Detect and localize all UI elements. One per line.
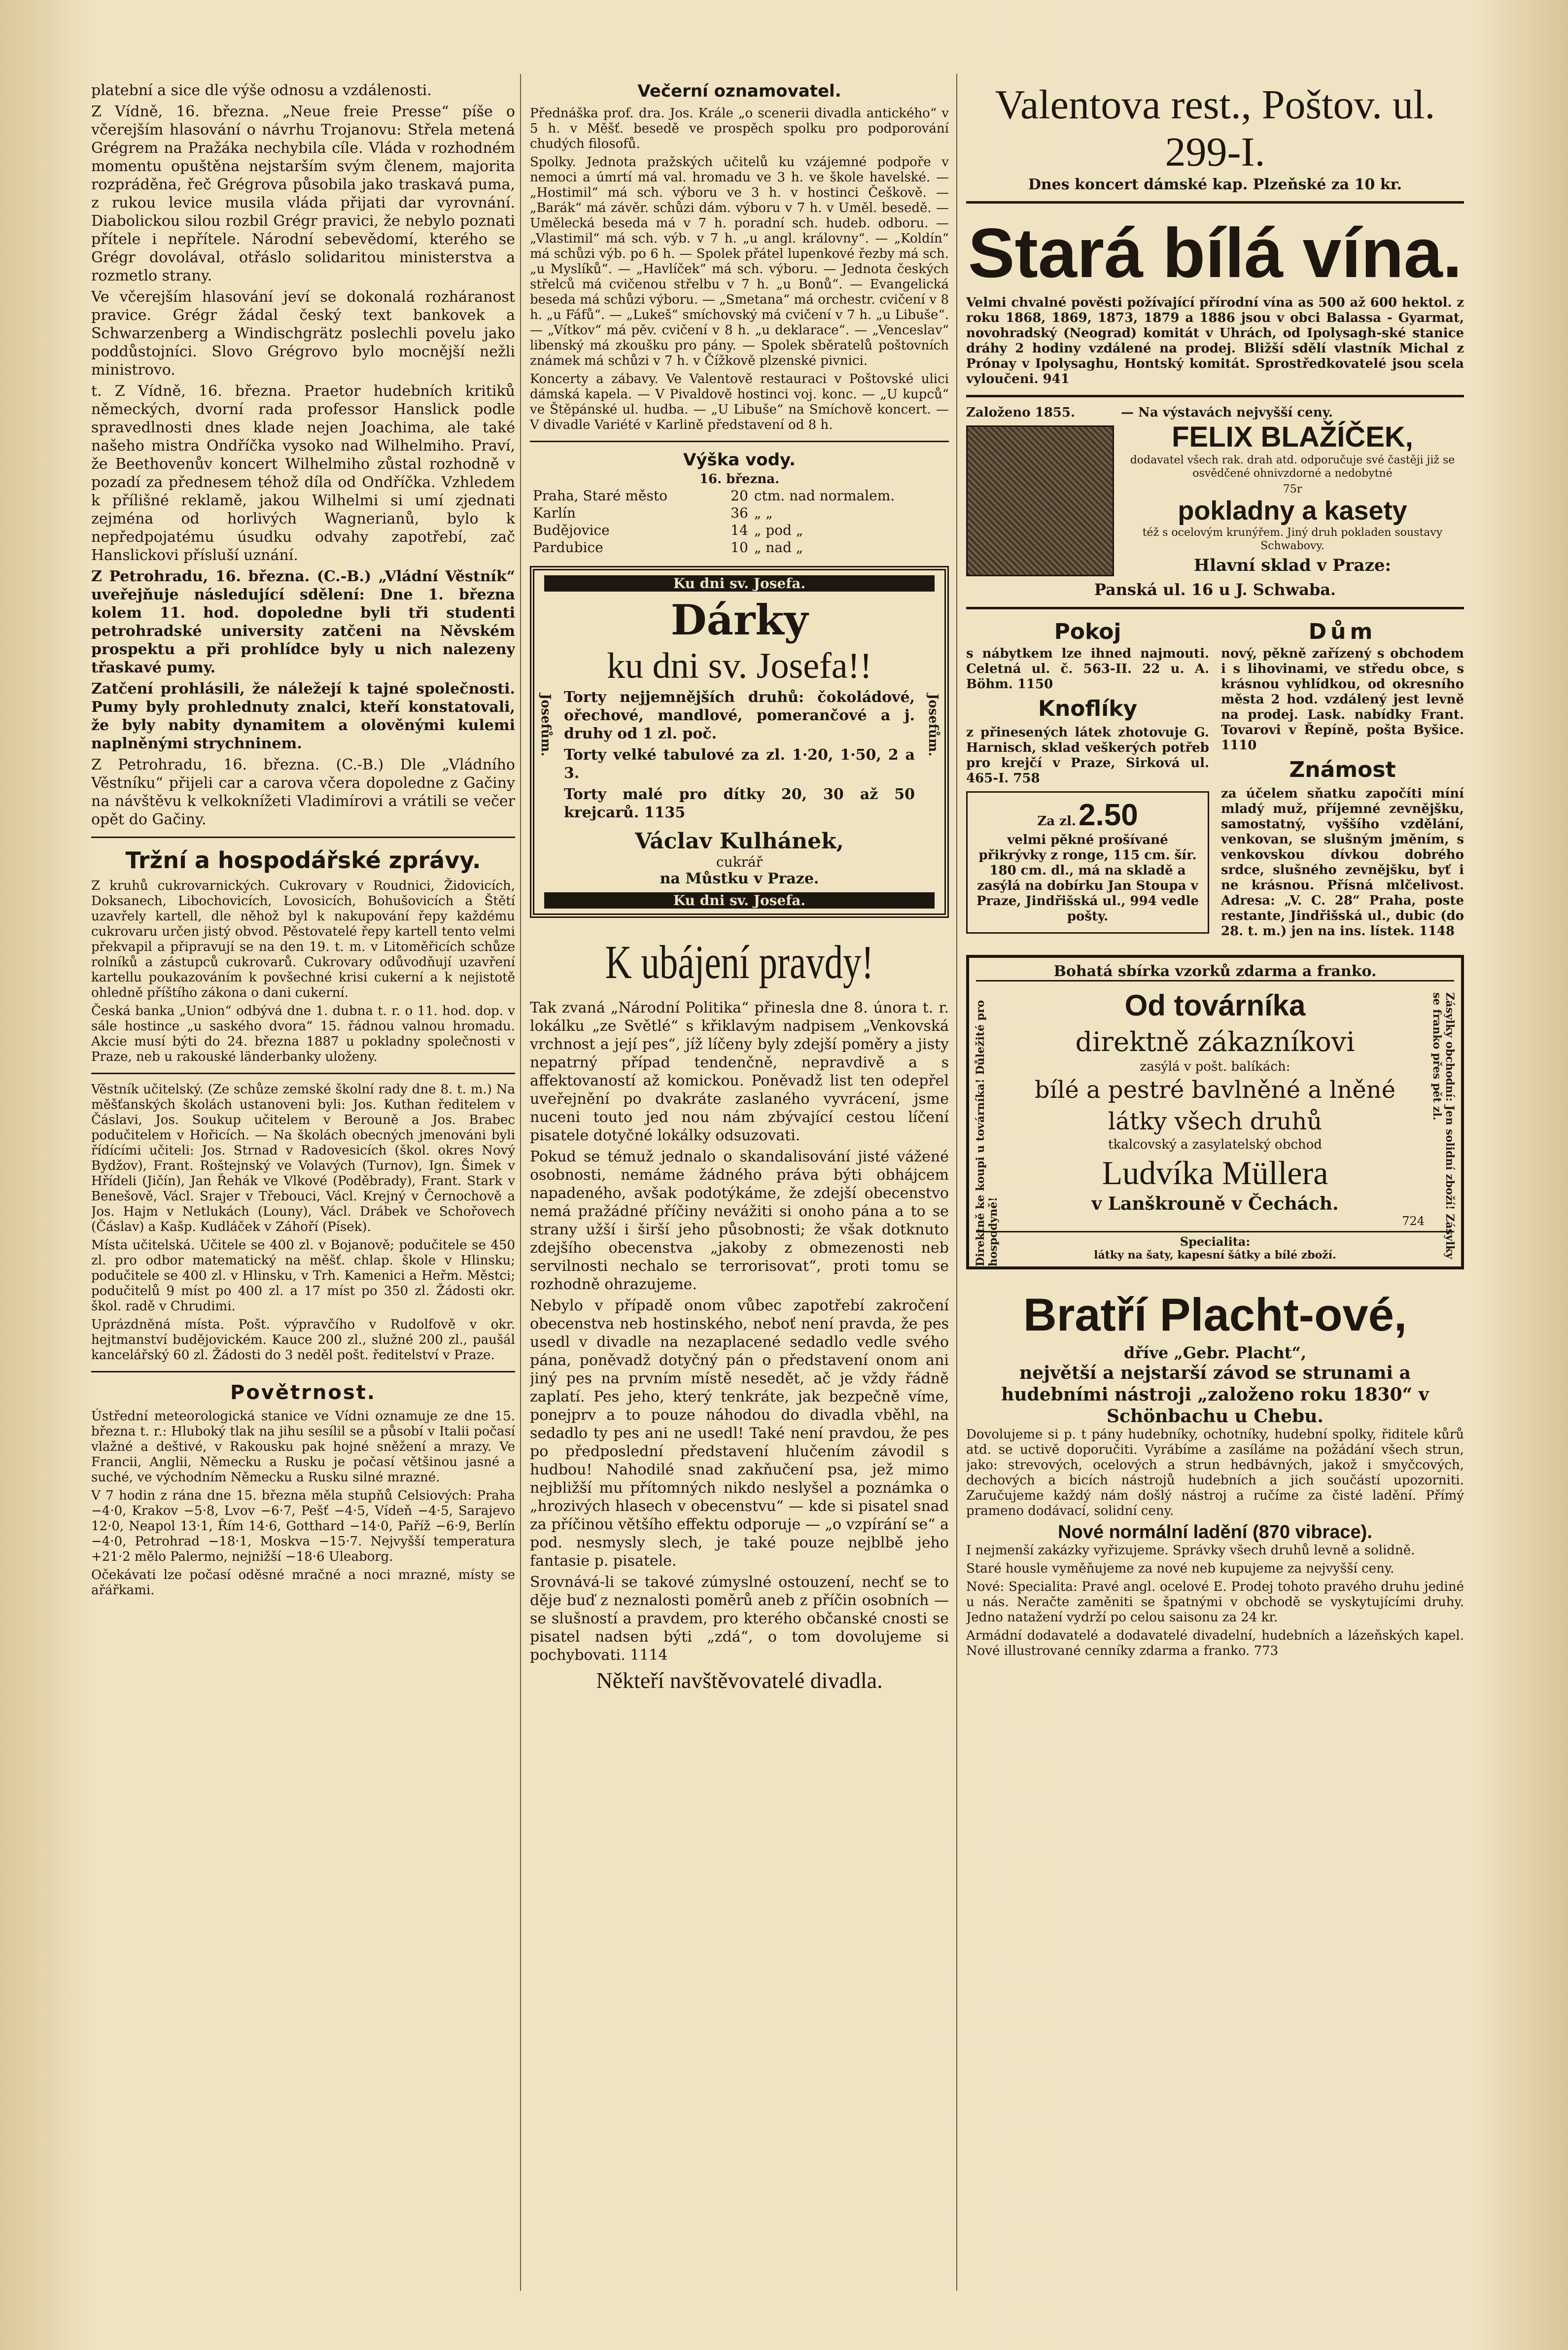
ad-product: pokladny a kasety <box>1178 496 1407 526</box>
statement-title: K ubájení pravdy! <box>605 936 874 988</box>
article-text: Místa učitelská. Učitele se 400 zl. v Bojanově; podučitele se 450 zl. pro odbor matematický na měšť. chlap. škole v Hlinsku; podučitele se 400 zl. v Hlinsku, v Trh. Kamenici a Heřm. Městci; podučitelů 9 míst po 400 zl. a 17 míst po 350 zl. Žádosti okr. škol. radě v Chrudimi. <box>91 1238 515 1314</box>
section-heading: Večerní oznamovatel. <box>637 81 841 101</box>
ad-line: Torty velké tabulové za zl. 1·20, 1·50, 2 a 3. <box>564 746 915 782</box>
ad-line: Od továrníka <box>1124 989 1306 1022</box>
article-text: Ústřední meteorologická stanice ve Vídni oznamuje ze dne 15. března t. r.: Hluboký tlak na jihu sesílil se a působí v Italii počasí vlažné a deštivé, v Rakousku pak hojné sněžení a mrazy. Ve Francii, Anglii, Německu a Rusku je počasí většinou jasné a suché, ve východním Německu a Rusku silné mrazné. <box>91 1409 515 1485</box>
classified-heading: Knoflíky <box>1038 696 1138 721</box>
ad-band: Ku dni sv. Josefa. <box>544 892 935 909</box>
classified-heading: Známost <box>1289 757 1396 782</box>
water-row <box>530 539 949 556</box>
ad-address: na Můstku v Praze. <box>660 870 819 887</box>
section-heading: Tržní a hospodářské zprávy. <box>125 847 481 874</box>
water-cell-rel: ctm. nad normalem. <box>754 488 895 504</box>
article-text: Přednáška prof. dra. Jos. Krále „o scenerii divadla antického“ v 5 h. v Měšť. besedě ve prospěch spolku pro podporování chudých filosofů. <box>530 106 949 151</box>
divider <box>91 1073 515 1074</box>
ad-valenta-sub: Dnes koncert dámské kap. Plzeňské za 10 kr. <box>1028 176 1402 193</box>
water-cell-rel: „ nad „ <box>754 539 803 556</box>
ad-name: Václav Kulhánek, <box>635 829 844 854</box>
column-rule <box>956 74 957 2291</box>
classified-text: s nábytkem lze ihned najmouti. Celetná ul. č. 563-II. 22 u. A. Böhm. 1150 <box>966 646 1209 692</box>
article-text: Z Petrohradu, 16. března. (C.-B.) Dle „Vládního Věstníku“ přijeli car a carova včera dopoledne z Gačiny na návštěvu k velkoknížeti Vladimírovi a vrátili se večer opět do Gačiny. <box>91 756 515 828</box>
ad-side-label: Zásylky obchodní: Jen solidní zboží! Zásylky se franko přes pět zl. <box>1430 992 1456 1259</box>
water-cell-value: 20 <box>731 488 748 504</box>
ad-highlight: Nové normální ladění (870 vibrace). <box>1058 1522 1372 1543</box>
article-text: Tak zvaná „Národní Politika“ přinesla dne 8. února t. r. lokálku „ze Světlé“ s křiklavým nadpisem „Venkovská vrchnost a její pes“, jíž líčeny byly zdejší poměry a jisty nepatrný případ tendenčně, nepravdivě a s affektovaností až komickou. Poněvadž list ten odepřel uveřejnění po dvakráte zaslaného vyvrácení, jsme nuceni touto jed nou nám zbývající cestou líčení pisatele dotyčné lokálky odsuzovati. <box>530 999 949 1144</box>
ad-kulhanek <box>530 566 949 918</box>
classified-text: nový, pěkně zařízený s obchodem i s lihovinami, ve středu obce, s krásnou vyhlídkou, od okresního města 2 hod. vzdálený jest levně na prodej. Lask. nabídky Frant. Tovarovi v Řepíně, pošta Byšice. 1110 <box>1221 646 1464 753</box>
water-cell-place: Pardubice <box>533 539 603 556</box>
water-cell-place: Karlín <box>533 505 576 521</box>
price-value: 2.50 <box>1079 798 1138 832</box>
safe-illustration <box>966 425 1114 576</box>
classified-text: za účelem sňatku započíti míní mladý muž, příjemné zevnějšku, samostatný, vyššího vzdělání, venkovan, se slušným jměním, s venkovskou dívkou dobrého srdce, slušného zevnějšku, byť i ne krásnou. Přísná mlčelivost. Adresa: „V. C. 28“ Praha, poste restante, Jindřišská ul., dubic (do 28. t. m.) jen na ins. lístek. 1148 <box>1221 786 1464 939</box>
article-text: V 7 hodin z rána dne 15. března měla stupňů Celsiových: Praha −4·0, Krakov −5·8, Lvov −6·7, Pešť −4·5, Vídeň −4·5, Sarajevo 12·0, Neapol 13·1, Řím 14·6, Gotthard −14·0, Paříž −6·9, Berlín −4·0, Petrohrad −18·1, Moskva −15·7. Nejvyšší temperatura +21·2 mělo Palermo, nejnižší −18·6 Uleaborg. <box>91 1488 515 1564</box>
article-text: Srovnává-li se takové zúmyslné ostouzení, nechť se to děje buď z neznalosti poměrů aneb z příčin osobních — se slušností a pravdem, pro kterého občanské cnosti se pisatel nadsen býti „zdá“, o tom dovolujeme si pochybovati. 1114 <box>530 1574 949 1664</box>
article-text: t. Z Vídně, 16. března. Praetor hudebních kritiků německých, dvorní rada professor Hanslick podle spravedlnosti dnes klade nejen Joachima, ale také našeho mistra Ondříčka vysoko nad Wilhelmiho. Praví, že Beethovenův koncert Wilhelmiho zůstal rozhodně v pozadí za přednesem téhož díla od Ondříčka. Vzhledem k přílišné reklamě, jakou Wilhelmi si umí zjednati zejména od horlivých Wagnerianů, bylo k nepředpojatému úsudku odvahy zapotřebí, zač Hanslickovi přísluší uznání. <box>91 383 515 564</box>
article-text: Očekávati lze počasí oděsné mračné a noci mrazné, místy se ařářkami. <box>91 1568 515 1598</box>
classified-text: z přinesených látek zhotovuje G. Harnisch, sklad veškerých potřeb pro krejčí v Praze, Sirková ul. 465-I. 758 <box>966 725 1209 786</box>
ad-address: v Lanškrouně v Čechách. <box>1091 1193 1339 1214</box>
divider <box>91 1371 515 1372</box>
article-text: Ve včerejším hlasování jeví se dokonalá rozháranost pravice. Grégr žádal český text bankovek a Schwarzenberg a Windischgrätz poslechli povelu jako poddůstojníci. Slovo Grégrovo bylo mocnější nežli ministrovo. <box>91 288 515 379</box>
article-text: Z Vídně, 16. března. „Neue freie Presse“ píše o včerejším hlasování o návrhu Trojanovu: Střela metená Grégrem na Pražáka nechybila cíle. Vláda v rozhodném momentu opuštěna nejstarším svým členem, majorita rozpráděna, řeč Grégrova působila jako traskavá puma, z rukou levice musila vláda přijati dar vyrovnání. Diabolickou silou rozbil Grégr pravici, že nebylo poznati přítele i nepřítele. Národní sebevědomí, kterého se Grégr dovolával, otřáslo solidaritou ministerstva a rozmetlo strany. <box>91 103 515 284</box>
classifieds <box>966 617 1464 942</box>
ad-line: Torty malé pro dítky 20, 30 až 50 krejcarů. 1135 <box>564 786 915 821</box>
ad-subtitle: ku dni sv. Josefa!! <box>607 646 872 686</box>
ad-line: bílé a pestré bavlněné a lněné <box>1034 1076 1396 1104</box>
divider <box>966 607 1464 609</box>
ad-placht-title: Bratří Placht-ové, <box>1023 1289 1407 1340</box>
article-text: Koncerty a zábavy. Ve Valentově restauraci v Poštovské ulici dámská kapela. — V Pivaldově hostinci voj. konc. — „U kupců“ ve Štěpánské ul. hudba. — „U Libuše“ na Smíchově koncert. — V divadle Variété v Karlině představení od 8 h. <box>530 372 949 432</box>
article-text: Nebylo v případě onom vůbec zapotřebí zakročení obecenstva neb hostinského, neboť není pravda, že pes usedl v divadle na nezaplacené sedadlo vedle svého pána, poněvadž dotyčný pán o představení onom ani jiný pes na prvním místě nesedět, ač je vždy řádně zaplatí. Pes jeho, který tenkráte, jak bezpečně víme, ponejprv a to pouze náhodou do divadla vběhl, na sedadlo ty pes ani ne usedl! Také není pravdou, že pes po předposlední představení hlučením závodil s hudbou! Nahodilé snad zakňučení psa, jež mimo nejbližší mu přítomných nikdo neslyšel a poznámka o „hrozivých hlasech v obecenstvu“ — kde si pisatel snad za příčinou většího effektu odporuje — „o vzpírání se“ a pod. nesmysly slech, je také pouze nejblbě jeho fantasie p. pisatele. <box>530 1297 949 1570</box>
water-cell-place: Budějovice <box>533 522 610 538</box>
price-prefix: Za zl. <box>1037 814 1076 829</box>
ad-title: Dárky <box>670 596 808 644</box>
ad-text: též s ocelovým krunýřem. Jiný druh pokladen soustavy Schwabovy. <box>1142 526 1443 552</box>
ad-line: Torty nejjemnějších druhů: čokoládové, ořechové, mandlové, pomerančové a j. druhy od 1 zl. poč. <box>564 689 915 742</box>
water-row <box>530 504 949 522</box>
article-text: Z kruhů cukrovarnických. Cukrovary v Roudnici, Židovicích, Doksanech, Libochovicích, Lovosicích, Bohušovicích a Štětí uzavřely kartell, dle něhož byl k nakupování řepy každému cukrovaru určen jistý obvod. Pěstovatelé řepy kartell tento velmi překvapil a připravují se na den 19. t. m. v Litoměřicích schůze rolníků a zástupců cukrovarů. Cukrovary odůvodňují uzavření kartellu poukazováním k povšechné krisi cukerní a k nejistotě ohledně příštího zákona o dani cukerní. <box>91 878 515 1000</box>
column-news <box>91 81 515 2296</box>
ad-blazicek <box>966 405 1464 576</box>
water-level-table <box>530 487 949 556</box>
classified-text: velmi pěkné prošívané přikrývky z ronge, 115 cm. šír. 180 cm. dl., má na skladě a zasýlá na dobírku Jan Stoupa v Praze, Jindřišská ul., 994 vedle pošty. <box>976 833 1199 924</box>
ad-award: — Na výstavách nejvyšší ceny. <box>1121 405 1333 420</box>
ad-band: Ku dni sv. Josefa. <box>544 575 935 592</box>
divider <box>91 837 515 838</box>
water-cell-rel: „ pod „ <box>754 522 803 538</box>
column-announcements <box>530 81 949 2296</box>
ad-wine-text: Velmi chvalné pověsti požívající přírodní vína as 500 až 600 hektol. z roku 1868, 1869, 1873, 1879 a 1886 jsou v obci Balassa - Gyarmat, novohradský (Neograd) komitát v Uhrách, od Ipolysagh-ské stanice dráhy 2 hodiny vzdálené na prodej. Bližší sdělí vlastník Michal z Prónay v Ipolysaghu, Hontský komitát. Sprostředkovatelé jsou scela vyloučeni. 941 <box>966 295 1464 386</box>
ad-text: Dovolujeme si p. t pány hudebníky, ochotníky, hudební spolky, řiditele kůrů atd. se uctivě doporučiti. Vyrábíme a zasíláme na požádání všech strun, jako: strevových, ocelových a strun hedbávných, jakož i smyčcových, dechových a bicích nástrojů hudebních a jich součástí upozorniti. Zaručujeme každý nám došlý nástroj a ručíme za čisté ladění. Přímý prameno dodávací, solidní ceny. <box>966 1427 1464 1518</box>
ad-wine-title: Stará bílá vína. <box>968 214 1463 292</box>
ad-address: Panská ul. 16 u J. Schwaba. <box>1094 580 1336 599</box>
article-text: Věstník učitelský. (Ze schůze zemské školní rady dne 8. t. m.) Na měšťanských školách ustanoveni byli: Jos. Kuthan ředitelem v Čáslavi, Jos. Soukup učitelem v Berouně a Jos. Brabec podučitelem v Hořicích. — Na školách obecných jmenováni byli řídícími učiteli: Jos. Strnad v Radovesicích (škol. okres Nový Bydžov), Frant. Roštejnský ve Volavých (Turnov), Ign. Šimek v Hřídeli (Jičín), Jan Řehák ve Vlkové (Poděbrady), Frant. Stark v Benešově, Václ. Srajer v Třebouci, Václ. Krejný v Černochově a Jos. Hajm v Netlukách (Louny), Václ. Drábek ve Schořovech (Čáslav) a Kašp. Kudláček v Záhoří (Písek). <box>91 1082 515 1234</box>
classified-heading: Dům <box>1308 619 1377 644</box>
ad-blanket <box>966 791 1209 934</box>
ad-text: Staré housle vyměňujeme za nové neb kupujeme za nejvyšší ceny. <box>966 1561 1394 1576</box>
ad-side-label: Josefům. <box>926 694 941 757</box>
column-ads <box>966 81 1464 2296</box>
article-text: Zatčení prohlásili, že náležejí k tajné společnosti. Pumy byly prohlednuty znalci, kteří konstatovali, že byly nabity dynamitem a olověnými kulemi naplněnými strychninem. <box>91 680 515 752</box>
ad-specialty: Specialita: <box>976 1231 1454 1249</box>
water-cell-rel: „ „ <box>754 505 773 521</box>
article-text: Z Petrohradu, 16. března. (C.-B.) „Vládní Věstník“ uveřejňuje následující sdělení: Dne 1. března kolem 11. hod. dopoledne byli tři studenti petrohradské university zatčeni na Něvském prospektu a při prohlídce byly u nich nalezeny třaskavé pumy. <box>91 568 515 676</box>
ad-number: 724 <box>1402 1214 1425 1228</box>
ad-side-label: Direktně ke koupi u továrníka! Důležité pro hospodyně! <box>974 1000 1000 1266</box>
water-cell-place: Praha, Staré město <box>533 488 668 504</box>
ad-text: dodavatel všech rak. drah atd. odporučuje své častěji již se osvědčené ohnivzdorné a nedobytné <box>1130 454 1455 480</box>
ad-trade: cukrář <box>716 854 763 870</box>
water-row <box>530 487 949 504</box>
water-cell-value: 14 <box>731 522 748 538</box>
ad-specialty-text: látky na šaty, kapesní šátky a bílé zboží. <box>1094 1249 1336 1262</box>
ad-side-label: Josefům. <box>538 694 553 757</box>
ad-line: látky všech druhů <box>1108 1108 1323 1135</box>
ad-number: 75r <box>1283 483 1302 495</box>
ad-line: tkalcovský a zasylatelský obchod <box>1108 1137 1322 1152</box>
ad-text: I nejmenší zakázky vyřizujeme. Správky všech druhů levně a solidně. <box>966 1543 1415 1558</box>
article-text: Česká banka „Union“ odbývá dne 1. dubna t. r. o 11. hod. dop. v sále hostince „u saského dvora“ 15. řádnou valnou hromadu. Akcie musí býti do 24. března 1887 u pokladny společnosti v Praze, neb u rakouské länderbanky uloženy. <box>91 1004 515 1064</box>
ad-placht-sub: dříve „Gebr. Placht“, <box>1123 1343 1307 1362</box>
ad-warehouse: Hlavní sklad v Praze: <box>1193 556 1392 575</box>
statement-signature: Někteří navštěvovatelé divadla. <box>596 1668 883 1693</box>
ad-company-name: FELIX BLAŽÍČEK, <box>1172 421 1413 453</box>
divider <box>966 201 1464 204</box>
divider <box>530 441 949 442</box>
article-text: Uprázdněná místa. Pošt. výpravčího v Rudolfově v okr. hejtmanství budějovickém. Kauce 200 zl., služné 200 zl., paušál kancelářský 60 zl. Žádosti do 3 neděl pošt. ředitelství v Praze. <box>91 1317 515 1363</box>
water-date: 16. března. <box>699 472 780 487</box>
ad-valenta-title: Valentova rest., Poštov. ul. 299-I. <box>995 82 1435 175</box>
section-heading: Povětrnost. <box>230 1381 376 1404</box>
ad-band: Bohatá sbírka vzorků zdarma a franko. <box>976 963 1454 982</box>
article-text: Pokud se témuž jednalo o skandalisování jisté vážené osobnosti, nemáme žádného práva býti obhájcem napadeného, avšak podotýkáme, že zdejší obecenstvo nemá pražádné příčiny nevážiti si onoho pána a to se strany užší i širší jeho působnosti; že však dotknuto zdejšího obecenstva „jakoby z obmezenosti neb servilnosti nechalo se terrorisovat“, proti tomu se rozhodně ohrazujeme. <box>530 1148 949 1293</box>
ad-placht-sub: největší a nejstarší závod se strunami a hudebními nástroji „založeno roku 1830“ v Schönbachu u Chebu. <box>1001 1363 1429 1427</box>
divider <box>966 395 1464 397</box>
ad-text: Armádní dodavatelé a dodavatelé divadelní, hudebních a lázeňských kapel. Nové illustrované cenníky zdarma a franko. 773 <box>966 1628 1464 1658</box>
ad-text: Nové: Specialita: Pravé angl. ocelové E. Prodej tohoto pravého druhu jediné u nás. Neračte zaměniti se špatnými v obchodě se vyskytujícími druhy. Jedno natažení vydrží po celou saisonu za 24 kr. <box>966 1579 1464 1625</box>
ad-line: direktně zákazníkovi <box>1075 1026 1355 1057</box>
ad-founded: Založeno 1855. <box>966 405 1076 420</box>
article-text: platební a sice dle výše odnosu a vzdálenosti. <box>91 82 432 99</box>
classified-heading: Pokoj <box>1054 619 1121 644</box>
ad-muller <box>966 955 1464 1269</box>
water-row <box>530 522 949 539</box>
article-text: Spolky. Jednota pražských učitelů ku vzájemné podpoře v nemoci a úmrtí má val. hromadu ve 3 h. ve škole havelské. — „Hostimil“ má sch. výboru ve 3 h. v hostinci Češkově. — „Barák“ má závěr. schůzi dám. výboru v 7 h. v Uměl. besedě. — Umělecká beseda má v 7 h. poradní sch. hudeb. odboru. — „Vlastimil“ má sch. výb. v 7 h. „u angl. královny“. — „Koldín“ má schůzi výb. po 6 h. — Spolek přátel lupenkové řezby má sch. „u Myslíků“. — „Havlíček“ má sch. výboru. — Jednota českých střelců má cvičenou střelbu v 7 h. „u Bonů“. — Evangelická beseda má schůzi výboru. — „Smetana“ má orchestr. cvičení v 8 h. „u Fáfů“. — „Lukeš“ smíchovský má cvičení v 7 h. „u Libuše“. — „Vítkov“ má pěv. cvičení v 8 h. „u deklarace“. — „Venceslav“ libenský má zkoušku pro pány. — Spolek sběratelů poštovních známek má schůzi v 7 h. v Čížkově plzenské pivnici. <box>530 155 949 368</box>
ad-line: zasýlá v pošt. balíkách: <box>1140 1059 1290 1074</box>
ad-company-name: Ludvíka Müllera <box>1102 1154 1328 1192</box>
water-cell-value: 36 <box>731 505 748 521</box>
water-cell-value: 10 <box>731 539 748 556</box>
section-heading: Výška vody. <box>683 450 796 470</box>
column-rule <box>520 74 521 2291</box>
